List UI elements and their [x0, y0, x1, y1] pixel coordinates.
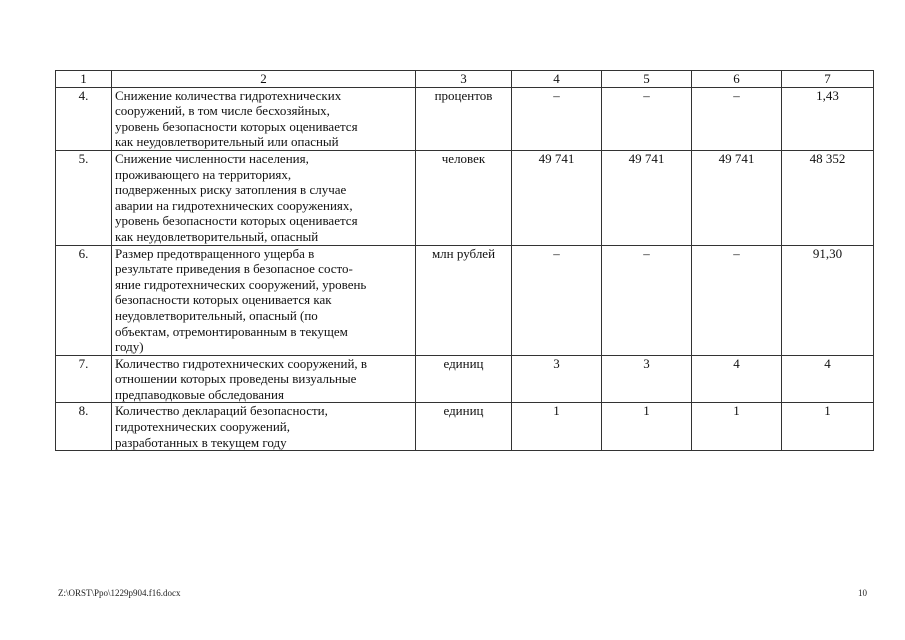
value-col-6: – [692, 87, 782, 150]
value-col-6: 4 [692, 355, 782, 403]
header-row [56, 71, 874, 88]
row-number: 5. [56, 150, 112, 245]
row-number: 6. [56, 245, 112, 355]
header-cell-4: 4 [512, 71, 602, 88]
value-col-7: 1 [782, 403, 874, 451]
value-col-7: 91,30 [782, 245, 874, 355]
table-row [56, 403, 874, 451]
value-col-5: 49 741 [602, 150, 692, 245]
unit-cell: единиц [416, 403, 512, 451]
value-col-5: – [602, 87, 692, 150]
table-row [56, 150, 874, 245]
unit-cell: процентов [416, 87, 512, 150]
value-col-4: – [512, 245, 602, 355]
value-col-5: 3 [602, 355, 692, 403]
page-number: 10 [858, 588, 867, 598]
file-path: Z:\ORST\Ppo\1229p904.f16.docx [58, 588, 181, 598]
indicator-name: Количество гидротехнических сооружений, в отношении которых проведены визуальные предпаводковые обследования [112, 355, 416, 403]
header-cell-2: 2 [112, 71, 416, 88]
header-cell-7: 7 [782, 71, 874, 88]
indicator-name: Размер предотвращенного ущерба в результате приведения в безопасное состо- яние гидротехнических сооружений, уровень безопасности которых оценивается как неудовлетворительный, опасный (по объектам, отремонтированным в текущем году) [112, 245, 416, 355]
value-col-5: – [602, 245, 692, 355]
unit-cell: единиц [416, 355, 512, 403]
value-col-6: 49 741 [692, 150, 782, 245]
value-col-6: 1 [692, 403, 782, 451]
value-col-7: 48 352 [782, 150, 874, 245]
row-number: 7. [56, 355, 112, 403]
value-col-7: 4 [782, 355, 874, 403]
value-col-6: – [692, 245, 782, 355]
value-col-7: 1,43 [782, 87, 874, 150]
value-col-4: 3 [512, 355, 602, 403]
table-row [56, 87, 874, 150]
header-cell-5: 5 [602, 71, 692, 88]
indicator-name: Количество деклараций безопасности, гидротехнических сооружений, разработанных в текущем году [112, 403, 416, 451]
value-col-5: 1 [602, 403, 692, 451]
value-col-4: 49 741 [512, 150, 602, 245]
unit-cell: человек [416, 150, 512, 245]
indicator-name: Снижение количества гидротехнических сооружений, в том числе бесхозяйных, уровень безопасности которых оценивается как неудовлетворительный или опасный [112, 87, 416, 150]
header-cell-3: 3 [416, 71, 512, 88]
row-number: 4. [56, 87, 112, 150]
header-cell-1: 1 [56, 71, 112, 88]
indicator-name: Снижение численности населения, проживающего на территориях, подверженных риску затопления в случае аварии на гидротехнических сооружениях, уровень безопасности которых оценивается как неудовлетворительный, опасный [112, 150, 416, 245]
value-col-4: 1 [512, 403, 602, 451]
header-cell-6: 6 [692, 71, 782, 88]
indicators-table [55, 70, 874, 451]
table-row [56, 355, 874, 403]
row-number: 8. [56, 403, 112, 451]
unit-cell: млн рублей [416, 245, 512, 355]
value-col-4: – [512, 87, 602, 150]
table-row [56, 245, 874, 355]
